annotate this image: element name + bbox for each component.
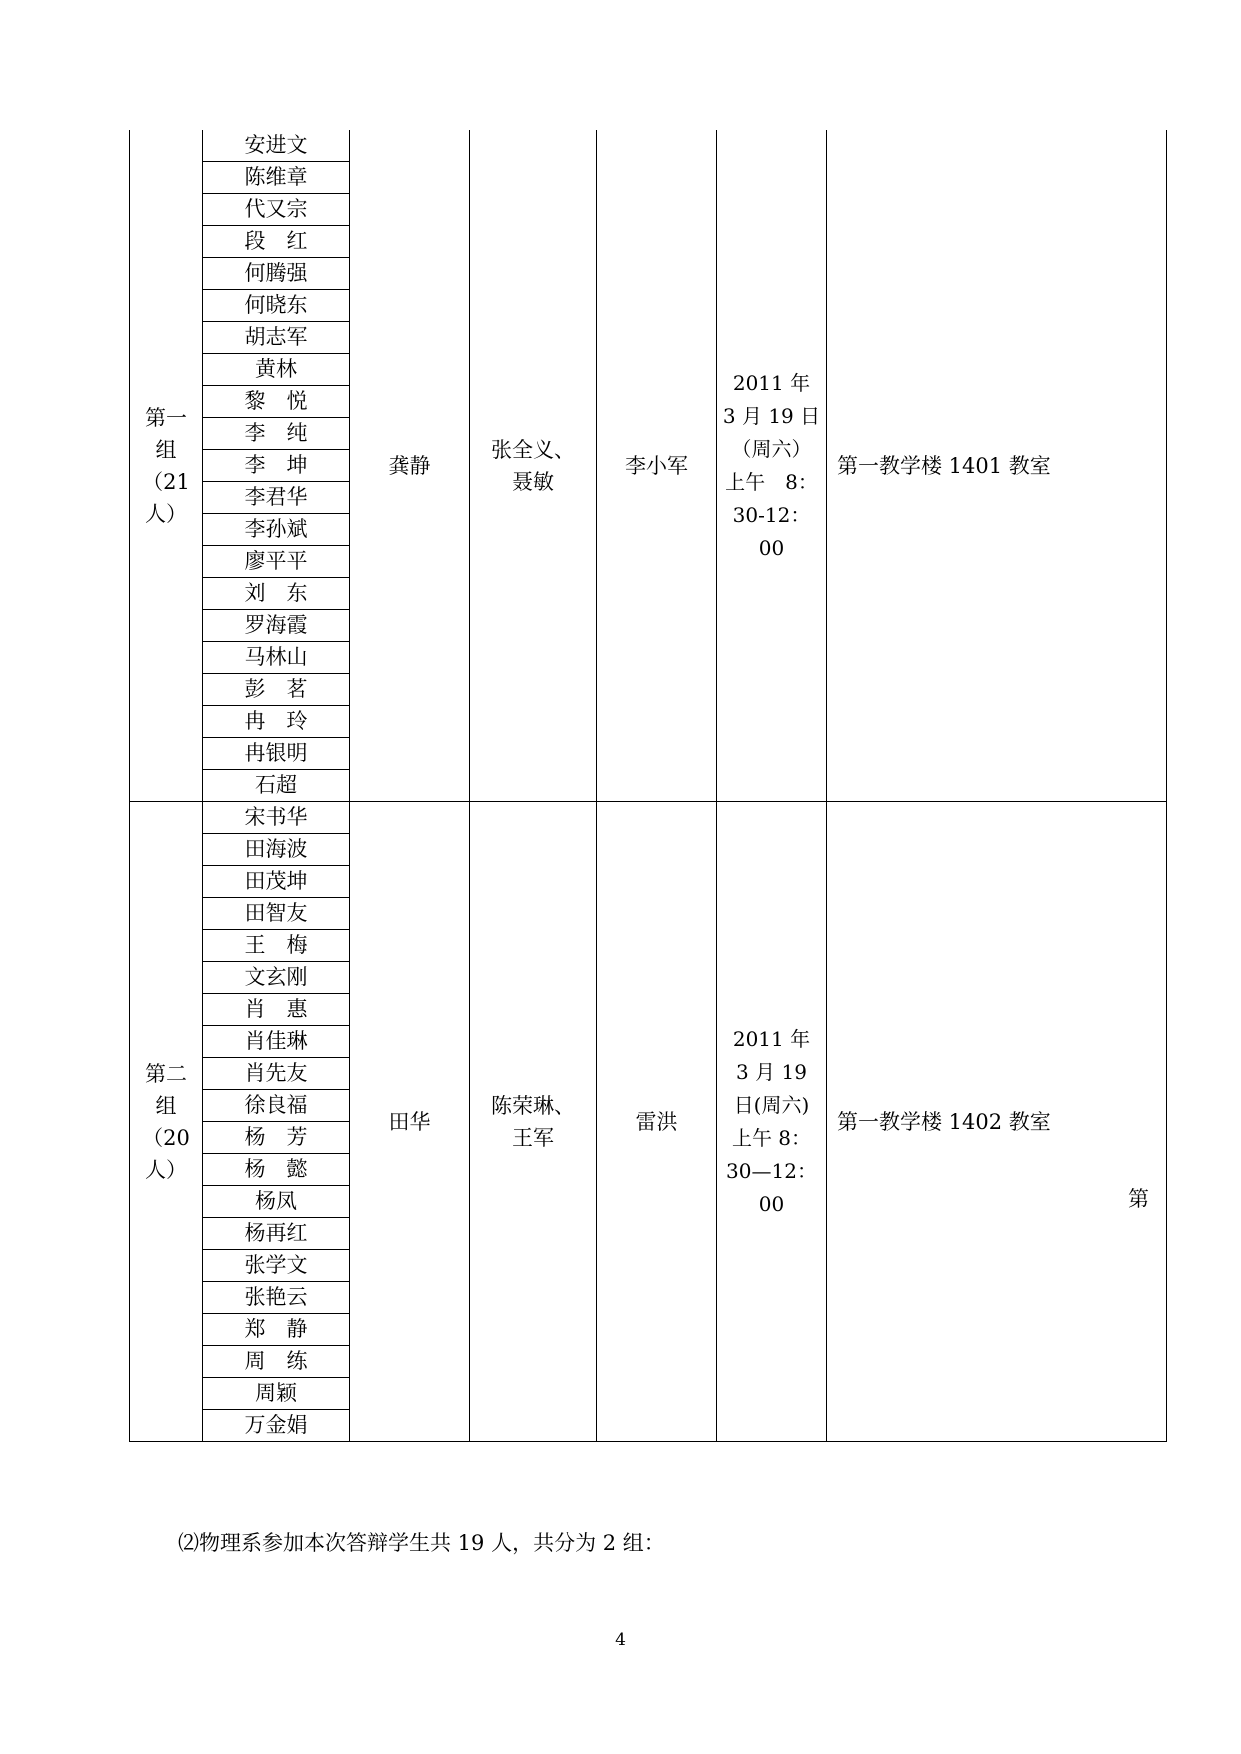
- group-label-line: 第一: [145, 405, 187, 430]
- time-line: 00: [758, 1191, 785, 1216]
- student-name: 周颖: [203, 1378, 350, 1410]
- group-label-line: 组: [155, 1093, 177, 1118]
- student-name: 石超: [203, 770, 350, 802]
- time-cell: [717, 130, 827, 802]
- time-line: 30—12：: [726, 1158, 817, 1183]
- student-name: 杨凤: [203, 1186, 350, 1218]
- student-name: 冉银明: [203, 738, 350, 770]
- student-name: 何晓东: [203, 290, 350, 322]
- time-line: 30-12：: [732, 502, 811, 527]
- secretary-cell: 雷洪: [597, 802, 717, 1442]
- place-cell: 第一教学楼 1401 教室: [827, 130, 1167, 802]
- student-name: 李孙斌: [203, 514, 350, 546]
- student-name: 杨 懿: [203, 1154, 350, 1186]
- student-name: 田智友: [203, 898, 350, 930]
- student-name: 李君华: [203, 482, 350, 514]
- student-name: 彭 茗: [203, 674, 350, 706]
- committee-member-line: 王军: [512, 1125, 554, 1150]
- student-name: 张艳云: [203, 1282, 350, 1314]
- student-name: 宋书华: [203, 802, 350, 834]
- student-name: 田茂坤: [203, 866, 350, 898]
- time-line: 2011 年: [732, 1026, 811, 1051]
- time-line: 日(周六): [733, 1092, 810, 1117]
- group-label-line: 人）: [145, 501, 187, 526]
- time-cell: [717, 802, 827, 1442]
- group-label-line: 第二: [145, 1061, 187, 1086]
- student-name: 黄林: [203, 354, 350, 386]
- time-line: 上午 8：: [725, 469, 818, 494]
- advisor-cell: 田华: [350, 802, 470, 1442]
- group-label-line: 人）: [145, 1157, 187, 1182]
- advisor-cell: 龚静: [350, 130, 470, 802]
- student-name: 肖 惠: [203, 994, 350, 1026]
- student-name: 廖平平: [203, 546, 350, 578]
- student-name: 马林山: [203, 642, 350, 674]
- student-name: 杨再红: [203, 1218, 350, 1250]
- student-name: 王 梅: [203, 930, 350, 962]
- student-name: 安进文: [203, 130, 350, 162]
- student-name: 罗海霞: [203, 610, 350, 642]
- student-name: 李 坤: [203, 450, 350, 482]
- student-name: 田海波: [203, 834, 350, 866]
- place-cell: 第一教学楼 1402 教室: [827, 802, 1167, 1442]
- student-name: 万金娟: [203, 1410, 350, 1442]
- student-name: 周 练: [203, 1346, 350, 1378]
- time-line: 2011 年: [732, 370, 811, 395]
- time-line: 3 月 19: [736, 1059, 807, 1084]
- student-name: 代又宗: [203, 194, 350, 226]
- student-name: 何腾强: [203, 258, 350, 290]
- time-line: 3 月 19 日: [722, 403, 821, 428]
- time-line: （周六）: [731, 436, 812, 461]
- committee-members-cell: [470, 802, 597, 1442]
- student-name: 黎 悦: [203, 386, 350, 418]
- committee-members-cell: [470, 130, 597, 802]
- secretary-cell: 李小军: [597, 130, 717, 802]
- committee-member-line: 陈荣琳、: [491, 1093, 575, 1118]
- group-label: [130, 802, 203, 1442]
- student-name: 刘 东: [203, 578, 350, 610]
- student-name: 肖佳琳: [203, 1026, 350, 1058]
- margin-character: 第: [1128, 1187, 1149, 1211]
- student-name: 陈维章: [203, 162, 350, 194]
- defense-schedule-table: [129, 130, 1167, 1442]
- committee-member-line: 张全义、: [491, 437, 575, 462]
- committee-member-line: 聂敏: [512, 469, 554, 494]
- student-name: 徐良福: [203, 1090, 350, 1122]
- student-name: 文玄刚: [203, 962, 350, 994]
- physics-dept-note: ⑵物理系参加本次答辩学生共 19 人，共分为 2 组：: [178, 1531, 665, 1555]
- student-name: 李 纯: [203, 418, 350, 450]
- student-name: 段 红: [203, 226, 350, 258]
- group-label-line: （20: [142, 1125, 190, 1150]
- student-name: 张学文: [203, 1250, 350, 1282]
- student-name: 胡志军: [203, 322, 350, 354]
- group-label-line: 组: [155, 437, 177, 462]
- group-label-line: （21: [142, 469, 190, 494]
- page-number: 4: [615, 1630, 626, 1650]
- student-name: 肖先友: [203, 1058, 350, 1090]
- table-row: [130, 130, 1167, 162]
- student-name: 冉 玲: [203, 706, 350, 738]
- student-name: 杨 芳: [203, 1122, 350, 1154]
- group-label: [130, 130, 203, 802]
- student-name: 郑 静: [203, 1314, 350, 1346]
- time-line: 00: [758, 535, 785, 560]
- table-row: [130, 802, 1167, 834]
- time-line: 上午 8：: [731, 1125, 812, 1150]
